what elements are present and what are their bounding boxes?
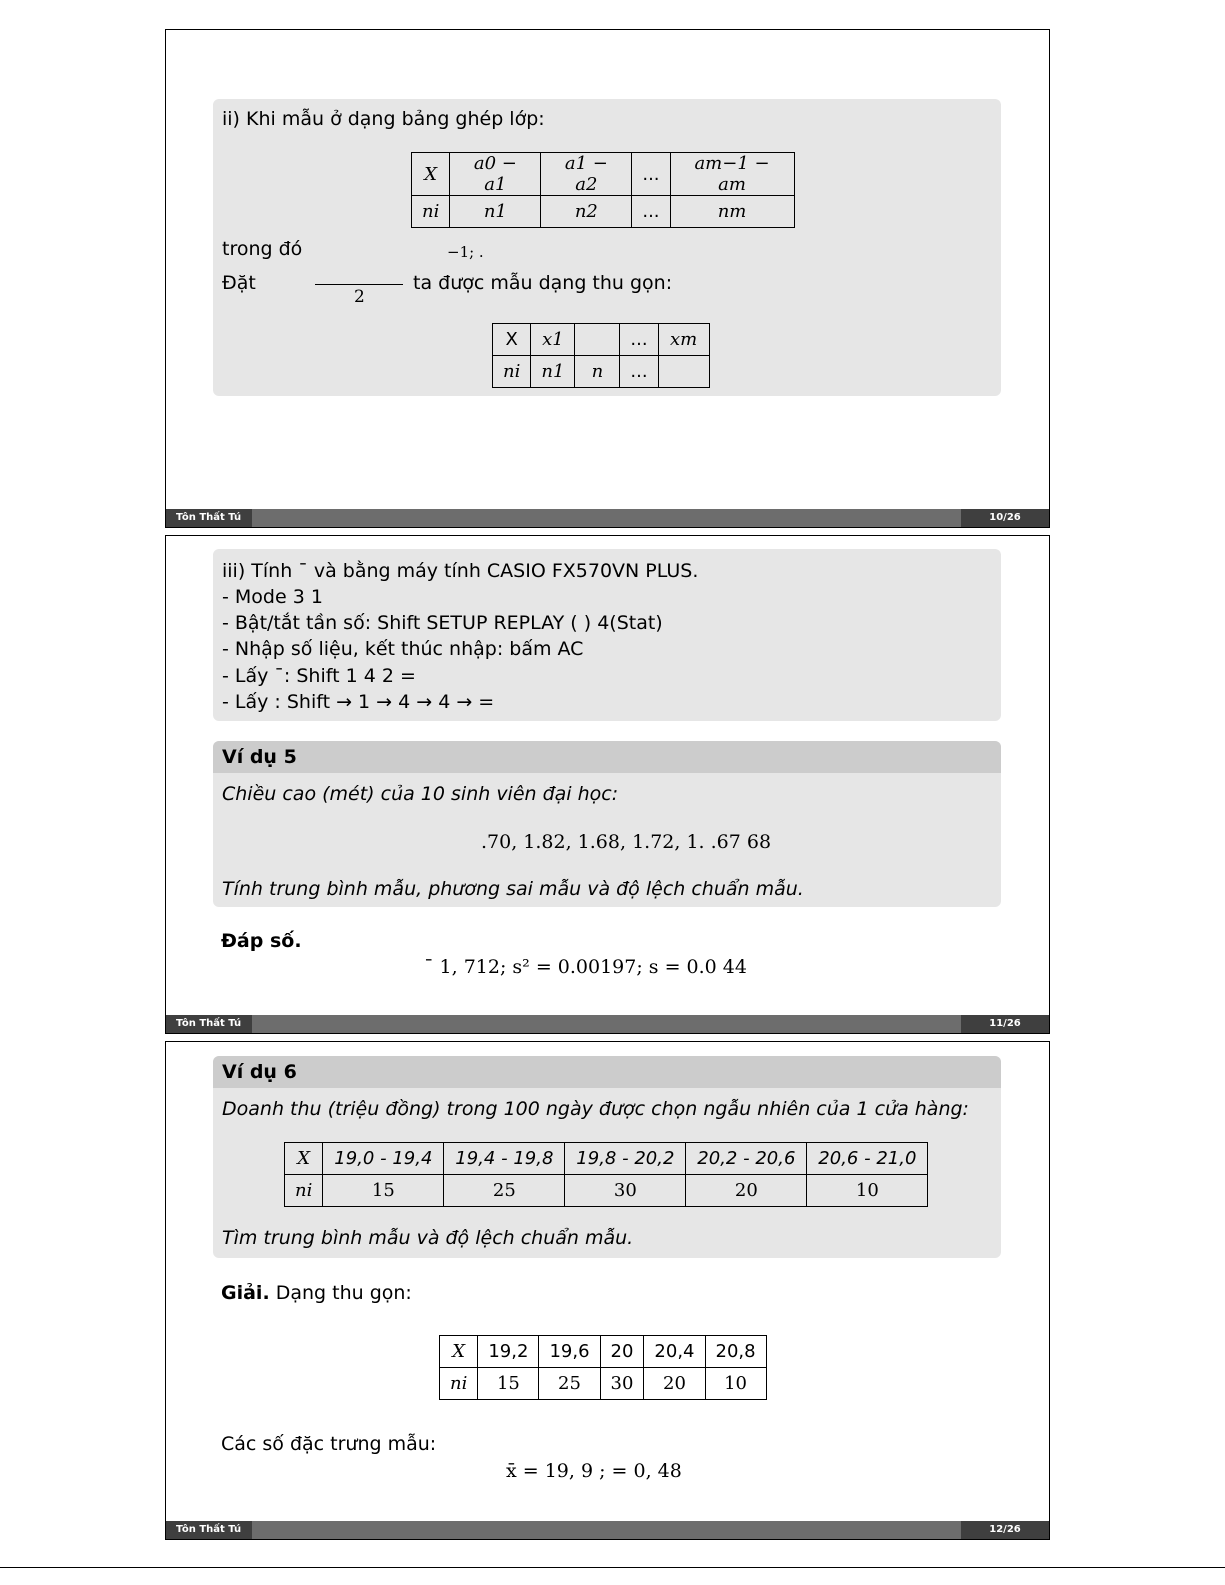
dat-text: ta được mẫu dạng thu gọn: (413, 272, 673, 294)
footer-author: Tôn Thất Tú (166, 509, 252, 527)
table-cell: 19,6 (539, 1336, 600, 1368)
table-cell: n1 (450, 196, 541, 228)
table-cell: 25 (539, 1368, 600, 1400)
table-row (285, 1143, 928, 1175)
example-title: Ví dụ 6 (213, 1056, 1001, 1088)
solution-text: Dạng thu gọn: (275, 1282, 412, 1304)
table-cell: n2 (541, 196, 632, 228)
table-cell: ... (620, 324, 658, 356)
example-5-block (213, 741, 1001, 907)
compact-revenue-table (439, 1335, 767, 1400)
instruction-line: - Bật/tắt tần số: Shift SETUP REPLAY ( ) 4(Stat) (222, 612, 663, 634)
table-cell: 19,4 - 19,8 (444, 1143, 565, 1175)
table-row (493, 324, 710, 356)
table-cell: X (440, 1336, 478, 1368)
example-6-block (213, 1056, 1001, 1258)
stats-label: Các số đặc trưng mẫu: (221, 1433, 437, 1455)
table-cell: ni (493, 356, 531, 388)
instruction-line: - Lấy ¯: Shift 1 4 2 = (222, 665, 416, 687)
footer-author: Tôn Thất Tú (166, 1521, 252, 1539)
example-task: Tìm trung bình mẫu và độ lệch chuẩn mẫu. (222, 1227, 634, 1249)
trong-do-formula: −1; . (447, 243, 484, 261)
example-title: Ví dụ 5 (213, 741, 1001, 773)
table-cell: n (575, 356, 620, 388)
table-cell (575, 324, 620, 356)
fraction-bar (315, 284, 403, 285)
table-cell: 20 (644, 1368, 705, 1400)
table-cell: x1 (531, 324, 575, 356)
instruction-line: - Nhập số liệu, kết thúc nhập: bấm AC (222, 638, 584, 660)
dat-label: Đặt (222, 272, 256, 294)
table-cell: ni (412, 196, 450, 228)
footer-page-number: 11/26 (961, 1015, 1049, 1033)
table-cell: 30 (600, 1368, 644, 1400)
table-cell: X (412, 153, 450, 196)
table-row (440, 1368, 767, 1400)
table-row (412, 153, 795, 196)
table-cell: 20,2 - 20,6 (686, 1143, 807, 1175)
slide-footer (166, 1015, 1049, 1033)
table-cell: nm (670, 196, 794, 228)
table-cell: X (493, 324, 531, 356)
example-text: Doanh thu (triệu đồng) trong 100 ngày được chọn ngẫu nhiên của 1 cửa hàng: (222, 1098, 969, 1120)
table-cell: 20,8 (705, 1336, 766, 1368)
table-cell: a1 − a2 (541, 153, 632, 196)
table-row (412, 196, 795, 228)
table-cell: 19,0 - 19,4 (323, 1143, 444, 1175)
table-row (285, 1175, 928, 1207)
definition-block (213, 99, 1001, 396)
solution-label: Giải. (221, 1282, 270, 1304)
table-cell: 20,6 - 21,0 (807, 1143, 928, 1175)
casio-instructions-block (213, 549, 1001, 721)
footer-page-number: 10/26 (961, 509, 1049, 527)
table-cell: 19,8 - 20,2 (565, 1143, 686, 1175)
table-row (493, 356, 710, 388)
slide-footer (166, 1521, 1049, 1539)
footer-author: Tôn Thất Tú (166, 1015, 252, 1033)
table-cell: ni (440, 1368, 478, 1400)
grouped-class-table (411, 152, 795, 228)
slide-10 (165, 29, 1050, 528)
revenue-table (284, 1142, 928, 1207)
slide-footer (166, 509, 1049, 527)
instruction-line: - Lấy : Shift → 1 → 4 → 4 → = (222, 691, 495, 713)
table-cell: X (285, 1143, 323, 1175)
table-cell: 10 (807, 1175, 928, 1207)
instruction-line: iii) Tính ¯ và bằng máy tính CASIO FX570VN PLUS. (222, 560, 699, 582)
page-bottom-rule (0, 1567, 1225, 1568)
table-cell (658, 356, 709, 388)
answer-formula: ¯ 1, 712; s² = 0.00197; s = 0.0 44 (424, 956, 747, 978)
table-cell: a0 − a1 (450, 153, 541, 196)
table-cell: ... (632, 153, 670, 196)
table-cell: n1 (531, 356, 575, 388)
table-cell: 20 (600, 1336, 644, 1368)
solution-line (221, 1282, 412, 1304)
compact-sample-table (492, 323, 710, 388)
table-cell: am−1 − am (670, 153, 794, 196)
slide-12 (165, 1041, 1050, 1540)
table-cell: ni (285, 1175, 323, 1207)
table-cell: 20,4 (644, 1336, 705, 1368)
table-cell: ... (632, 196, 670, 228)
table-cell: 25 (444, 1175, 565, 1207)
answer-label: Đáp số. (221, 930, 302, 952)
heading: ii) Khi mẫu ở dạng bảng ghép lớp: (222, 108, 545, 130)
table-cell: xm (658, 324, 709, 356)
table-cell: ... (620, 356, 658, 388)
table-cell: 20 (686, 1175, 807, 1207)
data-values: .70, 1.82, 1.68, 1.72, 1. .67 68 (481, 831, 772, 853)
trong-do-label: trong đó (222, 238, 303, 260)
table-cell: 19,2 (478, 1336, 539, 1368)
stats-formula: x̄ = 19, 9 ; = 0, 48 (506, 1460, 682, 1482)
table-cell: 15 (323, 1175, 444, 1207)
example-task: Tính trung bình mẫu, phương sai mẫu và độ lệch chuẩn mẫu. (222, 878, 804, 900)
table-cell: 15 (478, 1368, 539, 1400)
fraction-denominator: 2 (354, 287, 365, 307)
footer-page-number: 12/26 (961, 1521, 1049, 1539)
table-cell: 30 (565, 1175, 686, 1207)
instruction-line: - Mode 3 1 (222, 586, 323, 608)
table-cell: 10 (705, 1368, 766, 1400)
slide-11 (165, 535, 1050, 1034)
example-text: Chiều cao (mét) của 10 sinh viên đại học: (222, 783, 619, 805)
table-row (440, 1336, 767, 1368)
